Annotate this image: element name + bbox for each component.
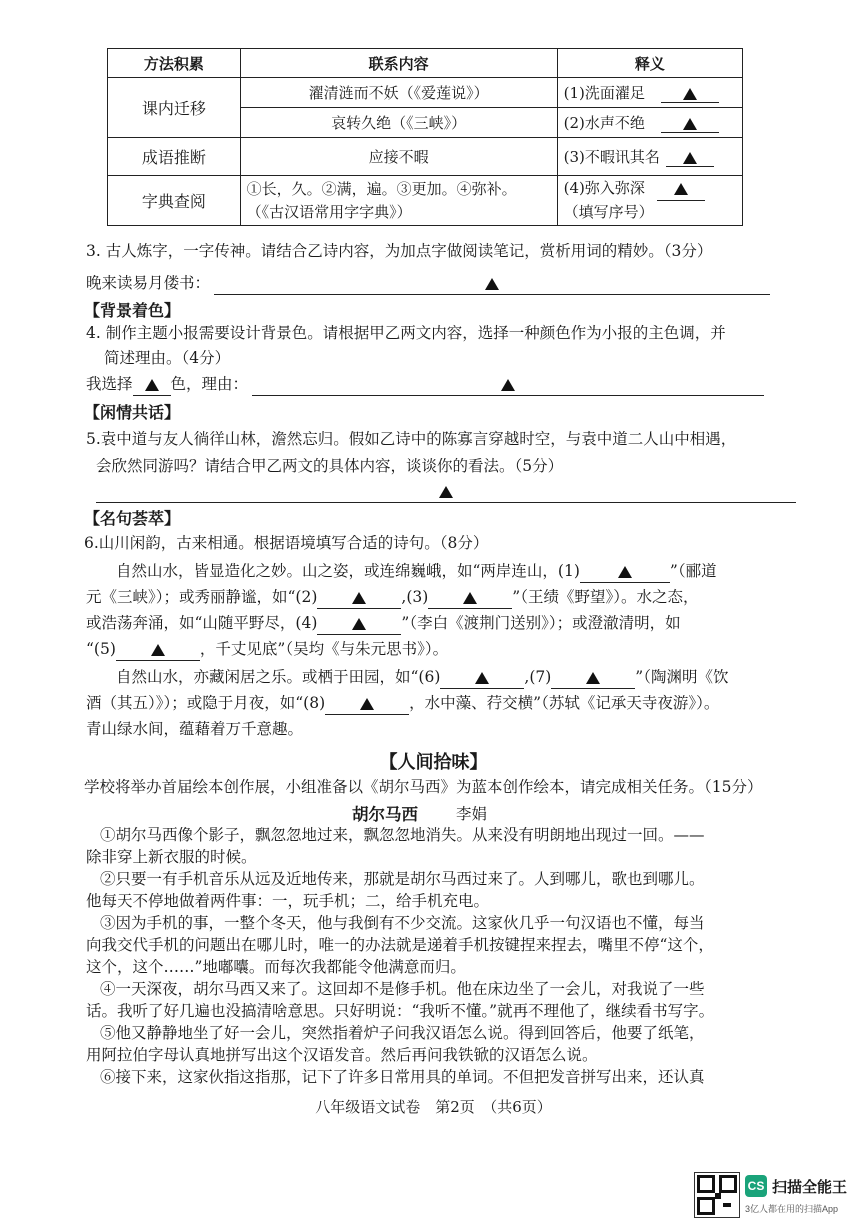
table-header: 方法积累 [108,49,241,78]
table-content: 濯清涟而不妖（《爱莲说》） [240,78,557,108]
qr-code-icon [694,1172,740,1218]
table-meaning: (1)洗面濯足 [557,78,742,108]
story-line: 话。我听了好几遍也没搞清啥意思。只好明说：“我听不懂。”就再不理他了，继续看书写字。 [86,1002,715,1020]
poem-line: 酒（其五）》）；或隐于月夜，如“(8) ，水中藻、荇交横”（苏轼《记承天寺夜游》）。 [86,692,719,715]
poem-line: 自然山水，皆显造化之妙。山之姿，或连绵巍峨，如“两岸连山，(1) ”（郦道 [116,560,717,583]
blank-triangle-icon [145,379,159,391]
blank-triangle-icon [683,118,697,130]
blank-triangle-icon [683,88,697,100]
story-line: ②只要一有手机音乐从远及近地传来，那就是胡尔马西过来了。人到哪儿，歌也到哪儿。 [100,870,705,888]
story-author: 李娟 [456,805,488,823]
table-meaning: (4)弥入弥深 （填写序号） [557,176,742,226]
poem-line: 青山绿水间，蕴藉着万千意趣。 [86,720,304,738]
table-header: 联系内容 [240,49,557,78]
blank-triangle-icon [151,644,165,656]
story-title: 胡尔马西 [352,805,418,824]
table-category: 成语推断 [108,138,241,176]
table-meaning: (3)不暇讯其名 [557,138,742,176]
blank-triangle-icon [683,152,697,164]
story-line: ⑤他又静静地坐了好一会儿，突然指着炉子问我汉语怎么说。得到回答后，他要了纸笔， [100,1024,705,1042]
blank-triangle-icon [485,278,499,290]
story-body [86,824,806,1088]
section-heading: 【闲情共话】 [84,403,181,422]
story-line: 用阿拉伯字母认真地拼写出这个汉语发音。然后再问我铁锨的汉语怎么说。 [86,1046,598,1064]
table-meaning: (2)水声不绝 [557,108,742,138]
cs-logo-icon: CS [745,1175,767,1197]
story-line: 这个，这个……”地嘟囔。而每次我都能令他满意而归。 [86,958,466,976]
blank-triangle-icon [618,566,632,578]
poem-line: 元《三峡》）；或秀丽静谧，如“(2) ,(3) ”（王绩《野望》）。水之态， [86,586,698,609]
blank-triangle-icon [360,698,374,710]
scanner-tagline: 3亿人都在用的扫描App [745,1204,839,1214]
table-content: 哀转久绝（《三峡》） [240,108,557,138]
blank-triangle-icon [586,672,600,684]
method-table [107,48,743,226]
section-heading: 【背景着色】 [84,301,181,320]
blank-triangle-icon [463,592,477,604]
table-content: 应接不暇 [240,138,557,176]
question-6: 6.山川闲韵，古来相通。根据语境填写合适的诗句。（8分） [84,534,489,552]
blank-triangle-icon [501,379,515,391]
story-line: ①胡尔马西像个影子，飘忽忽地过来，飘忽忽地消失。从来没有明朗地出现过一回。—— [100,826,705,844]
poem-line: 或浩荡奔涌，如“山随平野尽，(4) ”（李白《渡荆门送别》）；或澄澈清明，如 [86,612,681,635]
blank-triangle-icon [352,592,366,604]
story-line: 向我交代手机的问题出在哪儿时，唯一的办法就是递着手机按键捏来捏去，嘴里不停“这个， [86,936,714,954]
question-5: 5.袁中道与友人徜徉山林，澹然忘归。假如乙诗中的陈寡言穿越时空，与袁中道二人山中相遇， [86,430,737,448]
poem-line: 自然山水，亦藏闲居之乐。或栖于田园，如“(6) ,(7) ”（陶渊明《饮 [116,666,728,689]
question-4-cont: 简述理由。（4分） [104,349,231,367]
section-heading: 【人间拾味】 [379,752,488,773]
poem-line: “(5) ，千丈见底”（吴均《与朱元思书》）。 [86,638,448,661]
section-heading: 【名句荟萃】 [84,509,181,528]
table-header: 释义 [557,49,742,78]
blank-triangle-icon [674,183,688,195]
blank-triangle-icon [475,672,489,684]
question-4: 4. 制作主题小报需要设计背景色。请根据甲乙两文内容，选择一种颜色作为小报的主色调，并 [86,324,726,342]
table-content: ①长，久。②满，遍。③更加。④弥补。 （《古汉语常用字字典》） [240,176,557,226]
question-5-cont: 会欣然同游吗？请结合甲乙两文的具体内容，谈谈你的看法。（5分） [96,457,564,475]
story-line: ③因为手机的事，一整个冬天，他与我倒有不少交流。这家伙几乎一句汉语也不懂，每当 [100,914,705,932]
story-line: 除非穿上新衣服的时候。 [86,848,257,866]
story-intro: 学校将举办首届绘本创作展，小组准备以《胡尔马西》为蓝本创作绘本，请完成相关任务。（15分） [84,778,763,796]
blank-triangle-icon [352,618,366,630]
table-category: 课内迁移 [108,78,241,138]
scanner-app-name: 扫描全能王 [772,1179,848,1196]
question-3-answer-line: 晚来读易月偻书： [86,272,770,295]
question-4-answer-line: 我选择 色，理由： [86,373,764,396]
question-5-answer-line [96,480,796,503]
question-3: 3. 古人炼字，一字传神。请结合乙诗内容，为加点字做阅读笔记，赏析用词的精妙。（3分） [86,242,713,260]
table-category: 字典查阅 [108,176,241,226]
story-line: ⑥接下来，这家伙指这指那，记下了许多日常用具的单词。不但把发音拼写出来，还认真 [100,1068,705,1086]
story-line: 他每天不停地做着两件事：一，玩手机；二，给手机充电。 [86,892,490,910]
story-line: ④一天深夜，胡尔马西又来了。这回却不是修手机。他在床边坐了一会儿，对我说了一些 [100,980,705,998]
blank-triangle-icon [439,486,453,498]
page-footer: 八年级语文试卷 第2页 （共6页） [315,1098,552,1116]
